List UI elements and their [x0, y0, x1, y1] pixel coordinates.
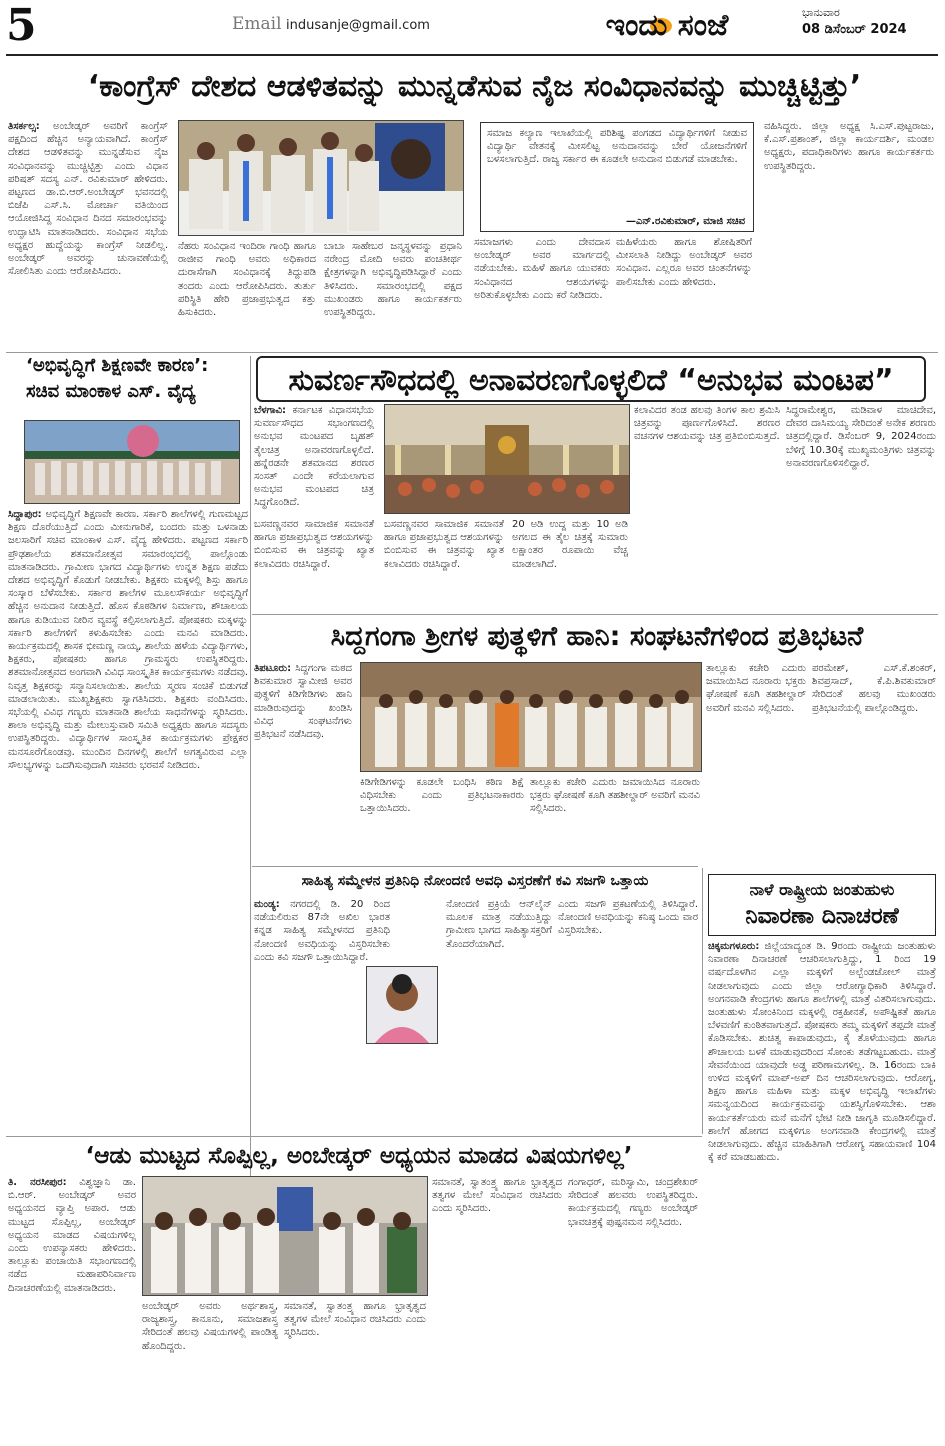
email-label: Email	[232, 14, 282, 34]
congress-col4: ಸಮಾಜಗಳು ಎಂದು ದೇವದಾಸ ಅಂಬೇಡ್ಕರ್ ಅವರ ಮಾರ್ಗದಲ್ಲಿ ನಡೆಯಬೇಕು. ಮಹಿಳೆ ಹಾಗೂ ಯುವಕರು ಸಂವಿಧಾನದ ಆಶಯಗಳನ್ನು ಅರಿತುಕೊಳ್ಳಬೇಕು ಎಂದು ಕರೆ ನೀಡಿದರು.	[474, 237, 610, 301]
education-photo	[24, 420, 240, 504]
siddaganga-headline: ಸಿದ್ದಗಂಗಾ ಶ್ರೀಗಳ ಪುತ್ಥಳಿಗೆ ಹಾನಿ: ಸಂಘಟನೆಗಳಿಂದ ಪ್ರತಿಭಟನೆ	[330, 621, 864, 652]
anubhava-col4: ಕಲಾವಿದರ ತಂಡ ಹಲವು ತಿಂಗಳ ಕಾಲ ಶ್ರಮಿಸಿ ಚಿತ್ರವನ್ನು ಪೂರ್ಣಗೊಳಿಸಿದೆ. ಶರಣರ ವಚನಗಳ ಆಶಯವನ್ನು ಚಿತ್ರ ಪ್ರತಿಬಿಂಬಿಸುತ್ತದೆ.	[634, 405, 780, 443]
ambedkar-col4: ಗಂಗಾಧರ್, ಮರಿಸ್ವಾಮಿ, ಚಂದ್ರಶೇಖರ್ ಸೇರಿದಂತೆ ಹಲವರು ಉಪಸ್ಥಿತರಿದ್ದರು. ಕಾರ್ಯಕ್ರಮದಲ್ಲಿ ಗಣ್ಯರು ಅಂಬೇಡ್ಕರ್ ಭಾವಚಿತ್ರಕ್ಕೆ ಪುಷ್ಪನಮನ ಸಲ್ಲಿಸಿದರು.	[568, 1177, 698, 1228]
anubhava-photo	[384, 404, 630, 514]
anubhava-dateline: ಬೆಳಗಾವಿ:	[254, 405, 287, 416]
siddaganga-col4: ಪರಮೇಶ್, ಎಸ್.ಕೆ.ಶಂಕರ್, ಶಿವಪ್ರಸಾದ್, ಕೆ.ಪಿ.ಶಿವಕುಮಾರ್ ಸೇರಿದಂತೆ ಹಲವು ಮುಖಂಡರು ಪ್ರತಿಭಟನೆಯಲ್ಲಿ ಪಾಲ್ಗೊಂಡಿದ್ದರು.	[812, 663, 936, 714]
sahitya-col3: ಎಂದು ಸಜಗೌ ಪ್ರಕಟಣೆಯಲ್ಲಿ ತಿಳಿಸಿದ್ದಾರೆ. ನೋಂದಣಿ ಅವಧಿಯನ್ನು ಕನಿಷ್ಠ ಒಂದು ವಾರ ವಿಸ್ತರಿಸಬೇಕು.	[558, 899, 698, 937]
congress-col6: ವಹಿಸಿದ್ದರು. ಜಿಲ್ಲಾ ಅಧ್ಯಕ್ಷ ಸಿ.ಎಸ್.ಪುಟ್ಟರಾಜು, ಕೆ.ಎಸ್.ಪ್ರಶಾಂತ್, ಜಿಲ್ಲಾ ಕಾರ್ಯದರ್ಶಿ, ಮಂಡಲ ಅಧ್ಯಕ್ಷರು, ಪದಾಧಿಕಾರಿಗಳು ಹಾಗೂ ಕಾರ್ಯಕರ್ತರು ಉಪಸ್ಥಿತರಿದ್ದರು.	[764, 121, 934, 172]
siddaganga-dateline: ತಿಪಟೂರು:	[254, 663, 292, 674]
congress-dateline: ತಿಸರ್ಕಲ್ಸ:	[8, 121, 40, 132]
congress-quote-box	[480, 122, 754, 232]
anubhava-painting-graphic	[385, 405, 629, 513]
masthead	[548, 4, 786, 50]
deworming-dateline: ಚಿಕ್ಕಮಗಳೂರು:	[708, 941, 760, 952]
ambedkar-photo-graphic	[143, 1177, 427, 1295]
ambedkar-headline: ‘ಆಡು ಮುಟ್ಟದ ಸೊಪ್ಪಿಲ್ಲ, ಅಂಬೇಡ್ಕರ್ ಅಧ್ಯಯನ ಮಾಡದ ವಿಷಯಗಳಿಲ್ಲ’	[85, 1143, 633, 1169]
issue-day: ಭಾನುವಾರ	[802, 6, 840, 19]
page-number: 5	[6, 0, 37, 51]
portrait-graphic	[367, 967, 437, 1043]
sahitya-portrait	[366, 966, 438, 1044]
congress-col2: ನೆಹರು ಸಂವಿಧಾನ ಇಂದಿರಾ ಗಾಂಧಿ ಹಾಗೂ ರಾಜೀವ ಗಾಂಧಿ ಅವರು ಅಧಿಕಾರದ ದುರಾಸೆಗಾಗಿ ಸಂವಿಧಾನಕ್ಕೆ ತಿದ್ದುಪಡಿ ತಂದರು ಎಂದು ಆರೋಪಿಸಿದರು. ತುರ್ತು ಪರಿಸ್ಥಿತಿ ಹೇರಿ ಪ್ರಜಾಪ್ರಭುತ್ವದ ಕತ್ತು ಹಿಸುಕಿದರು.	[178, 241, 316, 319]
ambedkar-col2: ಅಂಬೇಡ್ಕರ್ ಅವರು ಅರ್ಥಶಾಸ್ತ್ರ, ರಾಜ್ಯಶಾಸ್ತ್ರ, ಕಾನೂನು, ಸಮಾಜಶಾಸ್ತ್ರ ಸೇರಿದಂತೆ ಹಲವು ವಿಷಯಗಳಲ್ಲಿ ಪಾಂಡಿತ್ಯ ಹೊಂದಿದ್ದರು.	[142, 1301, 278, 1352]
ambedkar-col3: ಸಮಾನತೆ, ಸ್ವಾತಂತ್ರ್ಯ ಹಾಗೂ ಭ್ರಾತೃತ್ವದ ತತ್ವಗಳ ಮೇಲೆ ಸಂವಿಧಾನ ರಚಿಸಿದರು ಎಂದು ಸ್ಮರಿಸಿದರು.	[284, 1301, 426, 1339]
ambedkar-col3b: ಸಮಾನತೆ, ಸ್ವಾತಂತ್ರ್ಯ ಹಾಗೂ ಭ್ರಾತೃತ್ವದ ತತ್ವಗಳ ಮೇಲೆ ಸಂವಿಧಾನ ರಚಿಸಿದರು ಎಂದು ಸ್ಮರಿಸಿದರು.	[432, 1177, 562, 1215]
deworming-body	[708, 940, 936, 1440]
congress-col3: ಬಾಬಾ ಸಾಹೇಬರ ಜನ್ಮಸ್ಥಳವನ್ನು ಪ್ರಧಾನಿ ನರೇಂದ್ರ ಮೋದಿ ಅವರು ಪಂಚತೀರ್ಥ ಕ್ಷೇತ್ರಗಳನ್ನಾಗಿ ಅಭಿವೃದ್ಧಿಪಡಿಸಿದ್ದಾರೆ ಎಂದು ತಿಳಿಸಿದರು. ಸಮಾರಂಭದಲ್ಲಿ ಪಕ್ಷದ ಮುಖಂಡರು ಹಾಗೂ ಕಾರ್ಯಕರ್ತರು ಉಪಸ್ಥಿತರಿದ್ದರು.	[324, 241, 462, 319]
sahitya-col1-text: ನಗರದಲ್ಲಿ ಡಿ. 20 ರಿಂದ ನಡೆಯಲಿರುವ 87ನೇ ಅಖಿಲ ಭಾರತ ಕನ್ನಡ ಸಾಹಿತ್ಯ ಸಮ್ಮೇಳನದ ಪ್ರತಿನಿಧಿ ನೋಂದಣಿ ಅವಧಿಯನ್ನು ವಿಸ್ತರಿಸಬೇಕು ಎಂದು ಕವಿ ಸಜಗೌ ಒತ್ತಾಯಿಸಿದ್ದಾರೆ.	[254, 899, 390, 963]
anubhava-col3: 20 ಅಡಿ ಉದ್ದ ಮತ್ತು 10 ಅಡಿ ಅಗಲದ ಈ ತೈಲ ಚಿತ್ರಕ್ಕೆ ಸುಮಾರು ಲಕ್ಷಾಂತರ ರೂಪಾಯಿ ವೆಚ್ಚ ಮಾಡಲಾಗಿದೆ.	[512, 519, 628, 570]
ambedkar-col1	[8, 1176, 136, 1440]
ambedkar-col1-text: ವಿಶ್ವಜ್ಞಾನಿ ಡಾ. ಬಿ.ಆರ್. ಅಂಬೇಡ್ಕರ್ ಅವರ ಅಧ್ಯಯನದ ವ್ಯಾಪ್ತಿ ಅಪಾರ. ಆಡು ಮುಟ್ಟದ ಸೊಪ್ಪಿಲ್ಲ, ಅಂಬೇಡ್ಕರ್ ಅಧ್ಯಯನ ಮಾಡದ ವಿಷಯಗಳಿಲ್ಲ ಎಂದು ಉಪನ್ಯಾಸಕರು ಹೇಳಿದರು. ತಾಲ್ಲೂಕು ಪಂಚಾಯಿತಿ ಸಭಾಂಗಣದಲ್ಲಿ ನಡೆದ ಮಹಾಪರಿನಿರ್ವಾಣ ದಿನಾಚರಣೆಯಲ್ಲಿ ಮಾತನಾಡಿದರು.	[8, 1177, 136, 1294]
education-dateline: ಸಿದ್ದಾಪುರ:	[8, 509, 42, 520]
congress-photo	[178, 120, 464, 236]
education-photo-graphic	[25, 421, 239, 503]
ambedkar-photo	[142, 1176, 428, 1296]
issue-date: 08 ಡಿಸೆಂಬರ್ 2024	[802, 22, 907, 37]
congress-quote: ಸಮಾಜ ಕಲ್ಯಾಣ ಇಲಾಖೆಯಲ್ಲಿ ಪರಿಶಿಷ್ಟ ಪಂಗಡದ ವಿದ್ಯಾರ್ಥಿಗಳಿಗೆ ನೀಡುವ ವಿದ್ಯಾರ್ಥಿ ವೇತನಕ್ಕೆ ಮೀಸಲಿಟ್ಟ ಅನುದಾನವನ್ನು ಬೇರೆ ಯೋಜನೆಗಳಿಗೆ ಬಳಸಲಾಗುತ್ತಿದೆ. ರಾಜ್ಯ ಸರ್ಕಾರ ಈ ಕೂಡಲೇ ಅನುದಾನ ಬಿಡುಗಡೆ ಮಾಡಬೇಕು.	[487, 128, 747, 166]
separator	[702, 868, 703, 1134]
education-title-line1: ‘ಅಭಿವೃದ್ಧಿಗೆ ಶಿಕ್ಷಣವೇ ಕಾರಣ’:	[26, 355, 209, 376]
congress-photo-graphic	[179, 121, 463, 235]
education-title-line2: ಸಚಿವ ಮಾಂಕಾಳ ಎಸ್. ವೈದ್ಯ	[26, 381, 196, 402]
siddaganga-col3: ತಾಲ್ಲೂಕು ಕಚೇರಿ ಎದುರು ಜಮಾಯಿಸಿದ ನೂರಾರು ಭಕ್ತರು ಘೋಷಣೆ ಕೂಗಿ ತಹಶೀಲ್ದಾರ್ ಅವರಿಗೆ ಮನವಿ ಸಲ್ಲಿಸಿದರು.	[530, 777, 700, 815]
sahitya-col2: ನೋಂದಣಿ ಪ್ರಕ್ರಿಯೆ ಆನ್‌ಲೈನ್ ಮೂಲಕ ಮಾತ್ರ ನಡೆಯುತ್ತಿದ್ದು ಗ್ರಾಮೀಣ ಭಾಗದ ಸಾಹಿತ್ಯಾಸಕ್ತರಿಗೆ ತೊಂದರೆಯಾಗಿದೆ.	[446, 899, 552, 950]
deworming-body-text: ಜಿಲ್ಲೆಯಾದ್ಯಂತ ಡಿ. 9ರಂದು ರಾಷ್ಟ್ರೀಯ ಜಂತುಹುಳು ನಿವಾರಣಾ ದಿನಾಚರಣೆ ಆಚರಿಸಲಾಗುತ್ತಿದ್ದು, 1 ರಿಂದ 19 ವರ್ಷದೊಳಗಿನ ಎಲ್ಲಾ ಮಕ್ಕಳಿಗೆ ಅಲ್ಬೆಂಡಜೋಲ್ ಮಾತ್ರೆ ನೀಡಲಾಗುವುದು ಎಂದು ಜಿಲ್ಲಾ ಆರೋಗ್ಯಾಧಿಕಾರಿ ತಿಳಿಸಿದ್ದಾರೆ. ಅಂಗನವಾಡಿ ಕೇಂದ್ರಗಳು ಹಾಗೂ ಶಾಲೆಗಳಲ್ಲಿ ಮಾತ್ರೆ ವಿತರಿಸಲಾಗುವುದು. ಜಂತುಹುಳು ಸೋಂಕಿನಿಂದ ಮಕ್ಕಳಲ್ಲಿ ರಕ್ತಹೀನತೆ, ಅಪೌಷ್ಟಿಕತೆ ಹಾಗೂ ಬೆಳವಣಿಗೆ ಕುಂಠಿತವಾಗುತ್ತದೆ. ಪೋಷಕರು ತಮ್ಮ ಮಕ್ಕಳಿಗೆ ತಪ್ಪದೇ ಮಾತ್ರೆ ಕೊಡಿಸಬೇಕು. ಶುಚಿತ್ವ ಕಾಪಾಡುವುದು, ಕೈ ತೊಳೆಯುವುದು ಹಾಗೂ ಶೌಚಾಲಯ ಬಳಕೆ ಮಾಡುವುದರಿಂದ ಸೋಂಕು ತಡೆಗಟ್ಟಬಹುದು. ಮಾತ್ರೆ ಸೇವನೆಯಿಂದ ಯಾವುದೇ ಅಡ್ಡ ಪರಿಣಾಮಗಳಿಲ್ಲ. ಡಿ. 16ರಂದು ಬಾಕಿ ಉಳಿದ ಮಕ್ಕಳಿಗೆ ಮಾಪ್-ಅಪ್ ದಿನ ಆಚರಿಸಲಾಗುವುದು. ಆರೋಗ್ಯ, ಶಿಕ್ಷಣ ಹಾಗೂ ಮಹಿಳಾ ಮತ್ತು ಮಕ್ಕಳ ಅಭಿವೃದ್ಧಿ ಇಲಾಖೆಗಳು ಸಮನ್ವಯದಿಂದ ಕಾರ್ಯಕ್ರಮವನ್ನು ಯಶಸ್ವಿಗೊಳಿಸಬೇಕು. ಆಶಾ ಕಾರ್ಯಕರ್ತೆಯರು ಮನೆ ಮನೆಗೆ ಭೇಟಿ ನೀಡಿ ಜಾಗೃತಿ ಮೂಡಿಸಲಿದ್ದಾರೆ. ಶಾಲೆಗೆ ಹೋಗದ ಮಕ್ಕಳಿಗೂ ಅಂಗನವಾಡಿ ಕೇಂದ್ರಗಳಲ್ಲಿ ಮಾತ್ರೆ ನೀಡಲಾಗುವುದು. ಹೆಚ್ಚಿನ ಮಾಹಿತಿಗಾಗಿ ಆರೋಗ್ಯ ಸಹಾಯವಾಣಿ 104 ಕ್ಕೆ ಕರೆ ಮಾಡಬಹುದು.	[708, 941, 936, 1164]
siddaganga-col1	[254, 662, 352, 862]
separator	[252, 614, 938, 615]
deworming-title-line1: ನಾಳೆ ರಾಷ್ಟ್ರೀಯ ಜಂತುಹುಳು	[749, 880, 895, 899]
anubhava-col5: ಸಿದ್ಧರಾಮೇಶ್ವರ, ಮಡಿವಾಳ ಮಾಚಿದೇವ, ದೇವರ ದಾಸಿಮಯ್ಯ ಸೇರಿದಂತೆ ಅನೇಕ ಶರಣರು ಚಿತ್ರದಲ್ಲಿದ್ದಾರೆ. ಡಿಸೆಂಬರ್ 9, 2024ರಂದು ಬೆಳಿಗ್ಗೆ 10.30ಕ್ಕೆ ಮುಖ್ಯಮಂತ್ರಿಗಳು ಚಿತ್ರವನ್ನು ಅನಾವರಣಗೊಳಿಸಲಿದ್ದಾರೆ.	[786, 405, 936, 469]
sahitya-dateline: ಮಂಡ್ಯ:	[254, 899, 280, 910]
congress-quote-author: —ಎನ್.ರವಿಕುಮಾರ್, ಮಾಜಿ ಸಚಿವ	[626, 216, 745, 227]
congress-col5: ಮಹಿಳೆಯರು ಹಾಗೂ ಶೋಷಿತರಿಗೆ ಮೀಸಲಾತಿ ನೀಡಿದ್ದು ಅಂಬೇಡ್ಕರ್ ಅವರ ಸಂವಿಧಾನ. ಎಲ್ಲರೂ ಅವರ ಚಿಂತನೆಗಳನ್ನು ಪಾಲಿಸಬೇಕು ಎಂದು ಹೇಳಿದರು.	[616, 237, 752, 288]
siddaganga-photo	[360, 662, 702, 772]
ambedkar-dateline: ತಿ. ನರಸೀಪುರ:	[8, 1177, 67, 1188]
siddaganga-col2: ಕಿಡಿಗೇಡಿಗಳನ್ನು ಕೂಡಲೇ ಬಂಧಿಸಿ ಕಠಿಣ ಶಿಕ್ಷೆ ವಿಧಿಸಬೇಕು ಎಂದು ಪ್ರತಿಭಟನಾಕಾರರು ಒತ್ತಾಯಿಸಿದರು.	[360, 777, 524, 815]
congress-col1-text: ಅಂಬೇಡ್ಕರ್ ಅವರಿಗೆ ಕಾಂಗ್ರೆಸ್ ಪಕ್ಷದಿಂದ ಹೆಚ್ಚಿನ ಅನ್ಯಾಯವಾಗಿದೆ. ಕಾಂಗ್ರೆಸ್ ದೇಶದ ಆಡಳಿತವನ್ನು ಮುನ್ನಡೆಸುವ ನೈಜ ಸಂವಿಧಾನವನ್ನು ಮುಚ್ಚಿಟ್ಟಿತ್ತು ಎಂದು ವಿಧಾನ ಪರಿಷತ್ ಸದಸ್ಯ ಎನ್. ರವಿಕುಮಾರ್ ಹೇಳಿದರು. ಪಟ್ಟಣದ ಡಾ.ಬಿ.ಆರ್.ಅಂಬೇಡ್ಕರ್ ಭವನದಲ್ಲಿ ಬಿಜೆಪಿ ಎಸ್.ಸಿ. ಮೋರ್ಚಾ ವತಿಯಿಂದ ಆಯೋಜಿಸಿದ್ದ ಸಂವಿಧಾನ ದಿನದ ಸಮಾರಂಭವನ್ನು ಉದ್ಘಾಟಿಸಿ ಮಾತನಾಡಿದರು. ಸಂವಿಧಾನ ಸಭೆಯ ಅಧ್ಯಕ್ಷರ ಹುದ್ದೆಯನ್ನು ಕಾಂಗ್ರೆಸ್ ನೀಡಲಿಲ್ಲ. ಅಂಬೇಡ್ಕರ್ ಅವರನ್ನು ಚುನಾವಣೆಯಲ್ಲಿ ಸೋಲಿಸಿತು ಎಂದು ಆರೋಪಿಸಿದರು.	[8, 121, 168, 278]
anubhava-col1-text: ಕರ್ನಾಟಕ ವಿಧಾನಸಭೆಯ ಸುವರ್ಣಸೌಧದ ಸಭಾಂಗಣದಲ್ಲಿ ಅನುಭವ ಮಂಟಪದ ಬೃಹತ್ ತೈಲಚಿತ್ರ ಅನಾವರಣಗೊಳ್ಳಲಿದೆ. ಹನ್ನೆರಡನೇ ಶತಮಾನದ ಶರಣರ ಸಂಸತ್ ಎಂದೇ ಕರೆಯಲಾಗುವ ಅನುಭವ ಮಂಟಪದ ಚಿತ್ರ ಸಿದ್ಧಗೊಂಡಿದೆ.	[254, 405, 374, 509]
siddaganga-photo-graphic	[361, 663, 701, 771]
header-rule	[6, 54, 938, 56]
anubhava-col2: ಬಸವಣ್ಣನವರ ಸಾಮಾಜಿಕ ಸಮಾನತೆ ಹಾಗೂ ಪ್ರಜಾಪ್ರಭುತ್ವದ ಆಶಯಗಳನ್ನು ಬಿಂಬಿಸುವ ಈ ಚಿತ್ರವನ್ನು ಖ್ಯಾತ ಕಲಾವಿದರು ರಚಿಸಿದ್ದಾರೆ.	[384, 519, 504, 570]
separator	[252, 866, 698, 867]
siddaganga-col1-text: ಸಿದ್ದಗಂಗಾ ಮಠದ ಶಿವಕುಮಾರ ಸ್ವಾಮೀಜಿ ಅವರ ಪುತ್ಥಳಿಗೆ ಕಿಡಿಗೇಡಿಗಳು ಹಾನಿ ಮಾಡಿರುವುದನ್ನು ಖಂಡಿಸಿ ವಿವಿಧ ಸಂಘಟನೆಗಳು ಪ್ರತಿಭಟನೆ ನಡೆಸಿದವು.	[254, 663, 352, 741]
deworming-title-line2: ನಿವಾರಣಾ ದಿನಾಚರಣೆ	[745, 904, 899, 929]
congress-headline: ‘ಕಾಂಗ್ರೆಸ್ ದೇಶದ ಆಡಳಿತವನ್ನು ಮುನ್ನಡೆಸುವ ನೈಜ ಸಂವಿಧಾನವನ್ನು ಮುಚ್ಚಿಟ್ಟಿತ್ತು’	[87, 69, 862, 104]
siddaganga-col3b: ತಾಲ್ಲೂಕು ಕಚೇರಿ ಎದುರು ಜಮಾಯಿಸಿದ ನೂರಾರು ಭಕ್ತರು ಘೋಷಣೆ ಕೂಗಿ ತಹಶೀಲ್ದಾರ್ ಅವರಿಗೆ ಮನವಿ ಸಲ್ಲಿಸಿದರು.	[706, 663, 806, 714]
anubhava-headline: ಸುವರ್ಣಸೌಧದಲ್ಲಿ ಅನಾವರಣಗೊಳ್ಳಲಿದೆ “ಅನುಭವ ಮಂಟಪ”	[256, 356, 926, 402]
anubhava-col1b: ಬಸವಣ್ಣನವರ ಸಾಮಾಜಿಕ ಸಮಾನತೆ ಹಾಗೂ ಪ್ರಜಾಪ್ರಭುತ್ವದ ಆಶಯಗಳನ್ನು ಬಿಂಬಿಸುವ ಈ ಚಿತ್ರವನ್ನು ಖ್ಯಾತ ಕಲಾವಿದರು ರಚಿಸಿದ್ದಾರೆ.	[254, 519, 374, 570]
education-body-text: ಅಭಿವೃದ್ಧಿಗೆ ಶಿಕ್ಷಣವೇ ಕಾರಣ. ಸರ್ಕಾರಿ ಶಾಲೆಗಳಲ್ಲಿ ಗುಣಮಟ್ಟದ ಶಿಕ್ಷಣ ದೊರೆಯುತ್ತಿದೆ ಎಂದು ಮೀನುಗಾರಿಕೆ, ಬಂದರು ಮತ್ತು ಒಳನಾಡು ಜಲಸಾರಿಗೆ ಸಚಿವ ಮಾಂಕಾಳ ಎಸ್. ವೈದ್ಯ ಹೇಳಿದರು. ಪಟ್ಟಣದ ಸರ್ಕಾರಿ ಪ್ರೌಢಶಾಲೆಯ ಶತಮಾನೋತ್ಸವ ಸಮಾರಂಭದಲ್ಲಿ ಪಾಲ್ಗೊಂಡು ಮಾತನಾಡಿದರು. ಗ್ರಾಮೀಣ ಭಾಗದ ವಿದ್ಯಾರ್ಥಿಗಳು ಉನ್ನತ ಶಿಕ್ಷಣ ಪಡೆದು ದೇಶದ ಅಭಿವೃದ್ಧಿಗೆ ಕೊಡುಗೆ ನೀಡಬೇಕು. ಶಿಕ್ಷಕರು ಮಕ್ಕಳಲ್ಲಿ ಶಿಸ್ತು ಹಾಗೂ ಸಂಸ್ಕಾರ ಬೆಳೆಸಬೇಕು. ಸರ್ಕಾರ ಶಾಲೆಗಳ ಮೂಲಸೌಕರ್ಯ ಅಭಿವೃದ್ಧಿಗೆ ಹೆಚ್ಚಿನ ಅನುದಾನ ನೀಡುತ್ತಿದೆ. ಹೊಸ ಕೊಠಡಿಗಳ ನಿರ್ಮಾಣ, ಶೌಚಾಲಯ ಹಾಗೂ ಕುಡಿಯುವ ನೀರಿನ ವ್ಯವಸ್ಥೆ ಕಲ್ಪಿಸಲಾಗುತ್ತಿದೆ. ಪೋಷಕರು ಮಕ್ಕಳನ್ನು ಸರ್ಕಾರಿ ಶಾಲೆಗಳಿಗೆ ಕಳುಹಿಸಬೇಕು ಎಂದು ಮನವಿ ಮಾಡಿದರು. ಕಾರ್ಯಕ್ರಮದಲ್ಲಿ ಶಾಸಕ ಭೀಮಣ್ಣ ನಾಯ್ಕ, ಶಾಲೆಯ ಹಳೆಯ ವಿದ್ಯಾರ್ಥಿಗಳು, ಶಿಕ್ಷಕರು, ಪೋಷಕರು ಹಾಗೂ ಗ್ರಾಮಸ್ಥರು ಉಪಸ್ಥಿತರಿದ್ದರು. ಶತಮಾನೋತ್ಸವದ ಅಂಗವಾಗಿ ವಿವಿಧ ಸಾಂಸ್ಕೃತಿಕ ಕಾರ್ಯಕ್ರಮಗಳು ನಡೆದವು. ನಿವೃತ್ತ ಶಿಕ್ಷಕರನ್ನು ಸನ್ಮಾನಿಸಲಾಯಿತು. ಶಾಲೆಯ ಸ್ಮರಣ ಸಂಚಿಕೆ ಬಿಡುಗಡೆ ಮಾಡಲಾಯಿತು. ಮುಖ್ಯಶಿಕ್ಷಕರು ಸ್ವಾಗತಿಸಿದರು. ಶಿಕ್ಷಕರು ವಂದಿಸಿದರು. ಸಭೆಯಲ್ಲಿ ವಿವಿಧ ಗಣ್ಯರು ಮಾತನಾಡಿ ಶಾಲೆಯ ಸಾಧನೆಗಳನ್ನು ಸ್ಮರಿಸಿದರು. ಶಾಲಾ ಅಭಿವೃದ್ಧಿ ಮತ್ತು ಮೇಲುಸ್ತುವಾರಿ ಸಮಿತಿ ಅಧ್ಯಕ್ಷರು ಹಾಗೂ ಸದಸ್ಯರು ಉಪಸ್ಥಿತರಿದ್ದರು. ವಿದ್ಯಾರ್ಥಿಗಳ ಸಾಂಸ್ಕೃತಿಕ ಕಾರ್ಯಕ್ರಮಗಳು ಪ್ರೇಕ್ಷಕರ ಮನಸೂರೆಗೊಂಡವು. ಮುಂದಿನ ದಿನಗಳಲ್ಲಿ ಶಾಲೆಗೆ ಅಗತ್ಯವಿರುವ ಎಲ್ಲಾ ಸೌಲಭ್ಯಗಳನ್ನು ಒದಗಿಸುವುದಾಗಿ ಸಚಿವರು ಭರವಸೆ ನೀಡಿದರು.	[8, 509, 248, 771]
sahitya-headline: ಸಾಹಿತ್ಯ ಸಮ್ಮೇಳನ ಪ್ರತಿನಿಧಿ ನೋಂದಣಿ ಅವಧಿ ವಿಸ್ತರಣೆಗೆ ಕವಿ ಸಜಗೌ ಒತ್ತಾಯ	[301, 873, 649, 889]
deworming-title-box	[708, 874, 936, 936]
email-address: indusanje@gmail.com	[286, 18, 430, 33]
congress-col1	[8, 120, 168, 348]
anubhava-col1	[254, 404, 374, 514]
masthead-title: ಇಂದು ಸಂಜೆ	[605, 8, 729, 43]
